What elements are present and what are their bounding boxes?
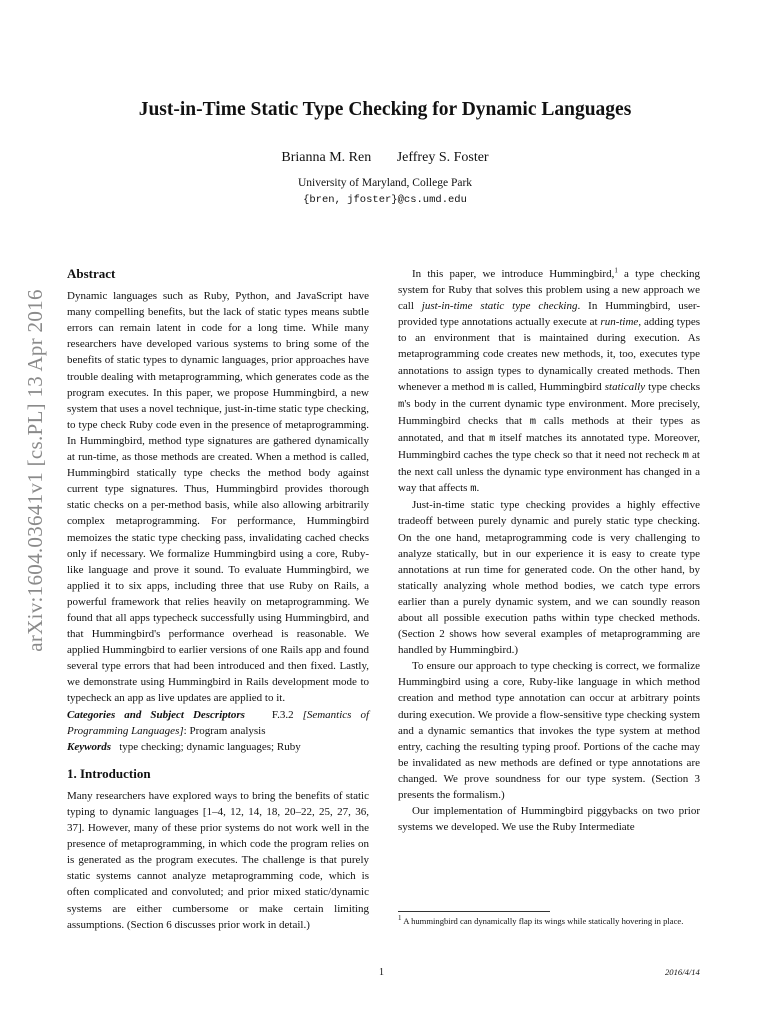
footnote (398, 911, 700, 928)
categories-rest: : Program analysis (183, 724, 266, 737)
text-run: type checks (645, 380, 700, 393)
footnote-text: A hummingbird can dynamically flap its wings while statically hovering in place. (403, 916, 684, 926)
keywords-text: type checking; dynamic languages; Ruby (119, 740, 301, 753)
left-column (67, 266, 369, 933)
text-run: at the next call unless the dynamic type environment has changed in a way that affects (398, 449, 700, 495)
text-run: itself matches its annotated type. Moreover, Hummingbird caches the type check so that it need not recheck (398, 431, 700, 462)
intro-paragraph-5: Our implementation of Hummingbird piggybacks on two prior systems we developed. We use the Ruby Intermediate (398, 805, 700, 834)
arxiv-identifier-stamp (20, 240, 50, 700)
footnote-mark: 1 (398, 914, 402, 923)
text-run: 's body in the current dynamic type environment. More precisely, Hummingbird checks that (398, 397, 700, 427)
code-m: m (487, 381, 494, 394)
categories-label: Categories and Subject Descriptors (67, 708, 245, 721)
categories-line (67, 707, 369, 739)
author-name: Jeffrey S. Foster (396, 150, 489, 165)
text-run: In this paper, we introduce Hummingbird, (412, 268, 615, 280)
code-m: m (682, 450, 689, 463)
text-run: is called, Hummingbird (494, 380, 605, 393)
text-run: , adding types to an environment that is maintained during execution. As metaprogramming code creates new methods, it, too, executes type annotations to assign types to dynamically created methods. Then whenever a method (398, 316, 700, 393)
text-run: calls methods at their types as annotated, and that (398, 414, 700, 444)
date-stamp: 2016/4/14 (665, 967, 700, 977)
author-list (0, 150, 770, 166)
text-run: . In Hummingbird, user-provided type annotations actually execute at (398, 300, 701, 329)
footnote-rule (398, 911, 550, 912)
introduction-heading: 1. Introduction (67, 765, 151, 781)
intro-paragraph-4: To ensure our approach to type checking is correct, we formalize Hummingbird using a core, Ruby-like language in which method creation and method type annotation can occur at arbitrary points during execution. We provide a flow-sensitive type checking system and a dynamic semantics that invokes the type system at method entry, caching the resulting typing proof. Portions of the cache may be invalidated as new methods are defined or type annotations are changed. We prove soundness for our type system. (Section 3 presents the formalism.) (398, 660, 700, 801)
page-number: 1 (379, 967, 384, 978)
right-column (398, 266, 700, 835)
footnote-ref: 1 (614, 266, 618, 275)
abstract-heading: Abstract (67, 266, 116, 281)
text-run: a type checking system for Ruby that solves this problem using a new approach we call (398, 268, 700, 313)
emphasis: statically (604, 380, 646, 393)
intro-paragraph-1: Many researchers have explored ways to bring the benefits of static typing to dynamic languages [1–4, 12, 14, 18, 20–22, 25, 27, 36, 37]. However, many of these prior systems do not work well in the presence of metaprogramming, in which code the program relies on is generated as the program executes. The challenge is that purely static systems cannot analyze metaprogramming code, which is often complicated and convoluted; and prior mixed static/dynamic systems are either cumbersome or make certain limiting assumptions. (Section 6 discusses prior work in detail.) (67, 789, 369, 931)
code-m: m (488, 432, 496, 445)
intro-paragraph-3: Just-in-time static type checking provides a highly effective tradeoff between purely dynamic and purely static type checking. On the one hand, metaprogramming code is very challenging to analyze statically, but in our experience it is easy to create type annotations at run time for generated code. On the other hand, by statically analyzing whole method bodies, we catch type errors earlier than a purely dynamic system, and we can soundly reason about all possible execution paths within type checked methods. (Section 2 shows how several examples of metaprogramming are handled by Hummingbird.) (398, 499, 700, 657)
paper-title: Just-in-Time Static Type Checking for Dynamic Languages (138, 99, 632, 120)
affiliation: University of Maryland, College Park (297, 177, 473, 189)
affiliation-block (0, 175, 770, 209)
categories-code: F.3.2 (271, 708, 294, 721)
text-run: . (476, 482, 480, 495)
author-name: Brianna M. Ren (281, 150, 372, 165)
author-emails: {bren, jfoster}@cs.umd.edu (303, 194, 467, 206)
keywords-line (67, 739, 369, 755)
categories-bracket: [Semantics of Programming Languages] (67, 708, 369, 737)
code-m: m (398, 398, 405, 411)
abstract-text: Dynamic languages such as Ruby, Python, and JavaScript have many compelling benefits, but the lack of static types means subtle errors can remain latent in code for a long time. While many researchers have developed various systems to bring some of the benefits of static types to dynamic languages, prior approaches have trouble dealing with metaprogramming, which generates code as the program executes. In this paper, we propose Hummingbird, a new system that uses a novel technique, just-in-time static type checking, to type check Ruby code even in the presence of metaprogramming. In Hummingbird, method type signatures are gathered dynamically at run-time, as those methods are created. When a method is called, Hummingbird statically type checks the method body against current type signatures. Thus, Hummingbird provides thorough static checks on a per-method basis, while also allowing arbitrarily complex metaprogramming. For performance, Hummingbird memoizes the static type checking pass, invalidating cached checks only if necessary. We formalize Hummingbird using a core, Ruby-like language and prove it sound. To evaluate Hummingbird, we applied it to six apps, including three that use Ruby on Rails, a powerful framework that relies heavily on metaprogramming. We found that all apps typecheck successfully using Hummingbird, and that Hummingbird's performance overhead is reasonable. We applied Hummingbird to earlier versions of one Rails app and found several type errors that had been introduced and then fixed. Lastly, we demonstrate using Hummingbird in Rails development mode to typecheck an app as live updates are applied to it. (67, 290, 369, 705)
intro-paragraph-2 (398, 266, 700, 497)
emphasis: run-time (600, 316, 639, 329)
code-m: m (470, 483, 477, 496)
keywords-label: Keywords (67, 740, 111, 753)
emphasis: just-in-time static type checking (421, 300, 578, 313)
code-m: m (529, 415, 537, 428)
arxiv-id-text: arXiv:1604.03641v1 [cs.PL] 13 Apr 2016 (22, 288, 47, 652)
